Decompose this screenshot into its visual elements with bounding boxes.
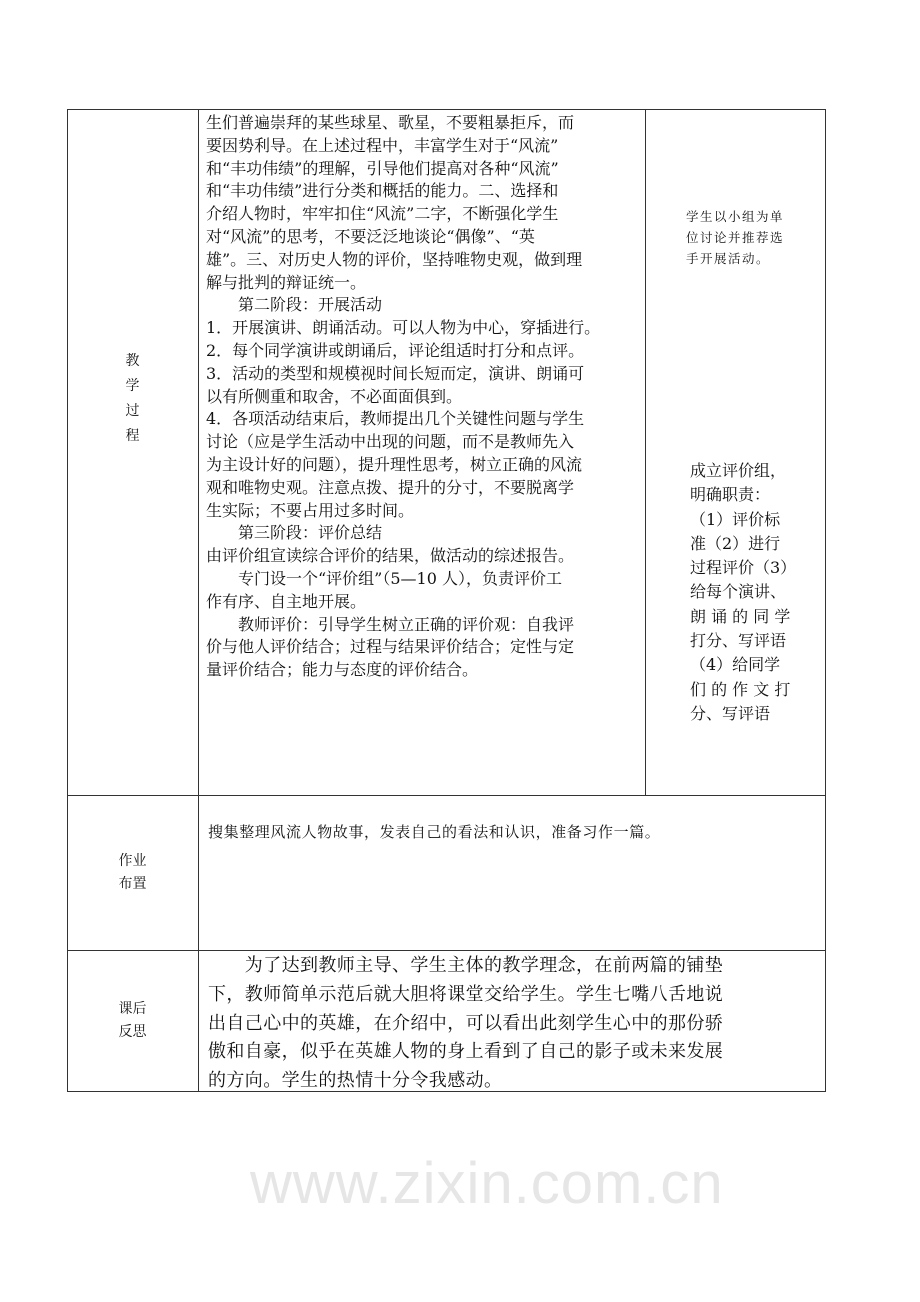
text-line: 作有序、自主地开展。 [206,591,367,611]
row-divider [67,950,826,951]
text-line: 价与他人评价结合；过程与结果评价结合；定性与定 [206,637,575,657]
text-line: 教师评价：引导学生树立正确的评价观：自我评 [206,614,575,634]
text-line: 的方向。学生的热情十分令我感动。 [208,1070,503,1092]
text-line: 过程评价（3） [690,558,797,578]
text-line: 雄”。三、对历史人物的评价，坚持唯物史观，做到理 [206,249,583,269]
text-line: 和“丰功伟绩”进行分类和概括的能力。二、选择和 [206,181,559,201]
text-line: 过 [125,403,140,419]
text-line: 出自己心中的英雄，在介绍中，可以看出此刻学生心中的那份骄 [208,1012,724,1034]
column-divider [645,109,646,795]
text-line: 位讨论并推荐选 [686,230,785,245]
text-line: 2．每个同学演讲或朗诵后，评论组适时打分和点评。 [206,340,585,360]
text-line: 观和唯物史观。注意点拨、提升的分寸，不要脱离学 [206,477,575,497]
row-label-teaching-process [67,349,198,449]
text-line: 反思 [118,1024,147,1040]
text-line: 专门设一个“评价组”（5—10 人），负责评价工 [206,568,562,588]
row-divider [67,795,826,796]
text-line: 讨论（应是学生活动中出现的问题，而不是教师先入 [206,432,575,452]
text-line: 生实际；不要占用过多时间。 [206,500,415,520]
text-line: 3．活动的类型和规模视时间长短而定，演讲、朗诵可 [206,363,585,383]
text-line: 学 [125,378,140,394]
homework-text: 搜集整理风流人物故事，发表自己的看法和认识，准备习作一篇。 [208,823,661,841]
text-line: 们 的 作 文 打 [690,679,791,699]
text-line: 手开展活动。 [686,251,771,266]
text-line: 要因势利导。在上述过程中，丰富学生对于“风流” [206,135,559,155]
text-line: 作业 [118,853,147,869]
teaching-process-content [206,112,642,682]
text-line: 打分、写评语 [690,631,787,651]
row-label-reflection [67,998,198,1044]
text-line: 4．各项活动结束后，教师提出几个关键性问题与学生 [206,409,585,429]
text-line: 生们普遍崇拜的某些球星、歌星，不要粗暴拒斥，而 [206,113,575,132]
text-line: 傲和自豪，似乎在英雄人物的身上看到了自己的影子或未来发展 [208,1041,724,1063]
text-line: 1．开展演讲、朗诵活动。可以人物为中心，穿插进行。 [206,318,601,338]
text-line: 给每个演讲、 [690,582,787,602]
reflection-text [208,952,723,1096]
text-line: 由评价组宣读综合评价的结果，做活动的综述报告。 [206,546,575,566]
text-line: 学生以小组为单 [686,209,785,224]
text-line: 为主设计好的问题），提升理性思考，树立正确的风流 [206,454,583,474]
text-line: 布置 [118,876,147,892]
text-line: 明确职责： [690,485,771,505]
text-line: 对“风流”的思考，不要泛泛地谈论“偶像”、“英 [206,226,535,246]
text-line: 准（2）进行 [690,533,781,553]
side-note-group-discussion [686,206,784,269]
side-note-evaluation-group [690,459,796,726]
text-line: 课后 [118,1001,147,1017]
text-line: 分、写评语 [690,703,771,723]
text-line: 朗 诵 的 同 学 [690,606,791,626]
text-line: 下，教师简单示范后就大胆将课堂交给学生。学生七嘴八舌地说 [208,983,724,1005]
column-divider [198,109,199,1092]
text-line: （1）评价标 [690,509,781,529]
text-line: 和“丰功伟绩”的理解，引导他们提高对各种“风流” [206,158,559,178]
text-line: 介绍人物时，牢牢扣住“风流”二字，不断强化学生 [206,204,559,224]
text-line: 程 [125,428,140,444]
text-line: 第二阶段：开展活动 [206,295,383,315]
text-line: 为了达到教师主导、学生主体的教学理念，在前两篇的铺垫 [208,955,724,976]
text-line: 教 [125,353,140,369]
text-line: 第三阶段：评价总结 [206,523,383,543]
text-line: 成立评价组， [690,461,787,480]
text-line: （4）给同学 [690,655,781,675]
text-line: 以有所侧重和取舍，不必面面俱到。 [206,386,463,406]
text-line: 量评价结合；能力与态度的评价结合。 [206,660,479,680]
watermark: www.zixin.com.cn [250,1151,724,1216]
text-line: 解与批判的辩证统一。 [206,272,367,292]
row-label-homework [67,850,198,896]
